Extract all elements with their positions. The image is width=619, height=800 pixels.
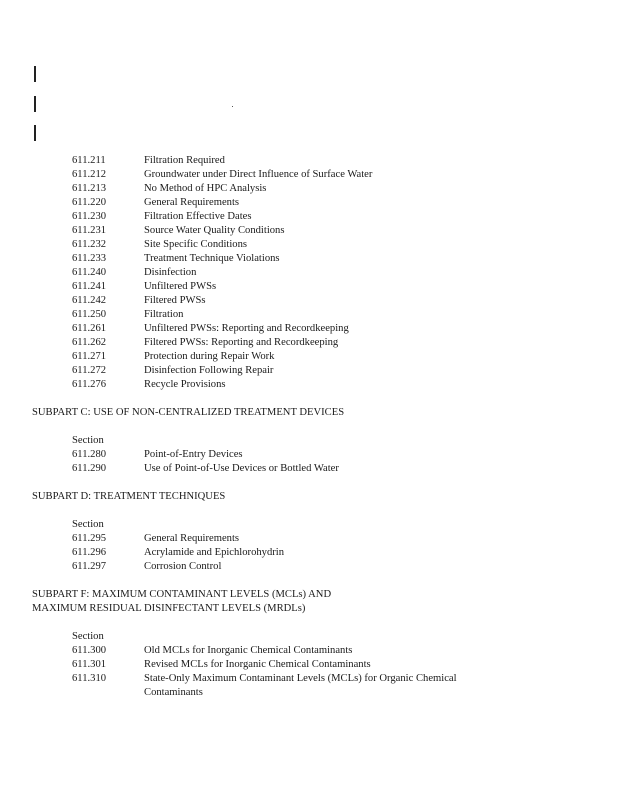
toc-entry xyxy=(72,378,572,392)
section-number: 611.231 xyxy=(72,225,107,236)
section-number: 611.212 xyxy=(72,169,107,180)
section-title: State-Only Maximum Contaminant Levels (MCLs) for Organic Chemical xyxy=(144,673,457,684)
section-label: Section xyxy=(72,435,104,446)
section-title: Filtration Required xyxy=(144,155,225,166)
toc-entry xyxy=(72,308,572,322)
section-number: 611.232 xyxy=(72,239,107,250)
subpart-f-heading-line2: MAXIMUM RESIDUAL DISINFECTANT LEVELS (MRDLs) xyxy=(32,603,306,614)
section-number: 611.310 xyxy=(72,673,107,684)
section-title: Filtered PWSs: Reporting and Recordkeeping xyxy=(144,337,339,348)
section-label: Section xyxy=(72,631,104,642)
toc-entry xyxy=(72,154,572,168)
section-title: Protection during Repair Work xyxy=(144,351,275,362)
section-title: Unfiltered PWSs xyxy=(144,281,217,292)
section-title: Treatment Technique Violations xyxy=(144,253,280,264)
toc-entry xyxy=(72,224,572,238)
subpart-f-list xyxy=(72,644,572,686)
section-title: Site Specific Conditions xyxy=(144,239,247,250)
entry-title-continuation: Contaminants xyxy=(144,687,203,698)
toc-entry xyxy=(72,672,572,686)
subpart-d-heading: SUBPART D: TREATMENT TECHNIQUES xyxy=(32,491,226,502)
margin-change-bar-3 xyxy=(34,125,36,141)
section-number: 611.240 xyxy=(72,267,107,278)
section-number: 611.272 xyxy=(72,365,107,376)
section-number: 611.213 xyxy=(72,183,107,194)
section-number: 611.301 xyxy=(72,659,107,670)
section-title: Revised MCLs for Inorganic Chemical Contaminants xyxy=(144,659,371,670)
section-title: Groundwater under Direct Influence of Surface Water xyxy=(144,169,373,180)
toc-entry xyxy=(72,210,572,224)
subpart-f-heading-line1: SUBPART F: MAXIMUM CONTAMINANT LEVELS (MCLs) AND xyxy=(32,589,332,600)
toc-entry xyxy=(72,266,572,280)
section-title: No Method of HPC Analysis xyxy=(144,183,267,194)
toc-entry xyxy=(72,252,572,266)
section-number: 611.242 xyxy=(72,295,107,306)
section-number: 611.276 xyxy=(72,379,107,390)
toc-entry xyxy=(72,462,572,476)
toc-entry xyxy=(72,448,572,462)
section-number: 611.271 xyxy=(72,351,107,362)
margin-change-bar-2 xyxy=(34,96,36,112)
section-title: Source Water Quality Conditions xyxy=(144,225,285,236)
section-number: 611.261 xyxy=(72,323,107,334)
table-of-contents xyxy=(32,154,572,700)
subpart-c-list xyxy=(72,448,572,476)
section-number: 611.250 xyxy=(72,309,107,320)
section-title: Old MCLs for Inorganic Chemical Contaminants xyxy=(144,645,353,656)
section-label: Section xyxy=(72,519,104,530)
toc-entry xyxy=(72,560,572,574)
section-title: Unfiltered PWSs: Reporting and Recordkeeping xyxy=(144,323,349,334)
section-title: Corrosion Control xyxy=(144,561,222,572)
section-title: Filtration Effective Dates xyxy=(144,211,252,222)
toc-entry xyxy=(72,364,572,378)
toc-entry xyxy=(72,294,572,308)
toc-entry xyxy=(72,546,572,560)
section-number: 611.300 xyxy=(72,645,107,656)
section-number: 611.280 xyxy=(72,449,107,460)
toc-entry xyxy=(72,168,572,182)
subpart-d-list xyxy=(72,532,572,574)
section-title: Point-of-Entry Devices xyxy=(144,449,243,460)
section-title: Disinfection Following Repair xyxy=(144,365,274,376)
toc-entry xyxy=(72,350,572,364)
section-title: Recycle Provisions xyxy=(144,379,226,390)
section-number: 611.290 xyxy=(72,463,107,474)
section-number: 611.241 xyxy=(72,281,107,292)
scan-speck xyxy=(232,106,233,107)
section-number: 611.211 xyxy=(72,155,106,166)
toc-entry xyxy=(72,658,572,672)
section-title: Disinfection xyxy=(144,267,197,278)
toc-entry xyxy=(72,336,572,350)
section-title: Use of Point-of-Use Devices or Bottled Water xyxy=(144,463,339,474)
section-number: 611.220 xyxy=(72,197,107,208)
toc-entry xyxy=(72,532,572,546)
section-title: Acrylamide and Epichlorohydrin xyxy=(144,547,285,558)
section-title: Filtration xyxy=(144,309,184,320)
section-number: 611.295 xyxy=(72,533,107,544)
section-number: 611.296 xyxy=(72,547,107,558)
section-number: 611.233 xyxy=(72,253,107,264)
section-title: Filtered PWSs xyxy=(144,295,206,306)
section-title: General Requirements xyxy=(144,533,240,544)
section-number: 611.297 xyxy=(72,561,107,572)
subpart-c-heading: SUBPART C: USE OF NON-CENTRALIZED TREATMENT DEVICES xyxy=(32,407,345,418)
toc-entry xyxy=(72,322,572,336)
section-title: General Requirements xyxy=(144,197,240,208)
toc-entry xyxy=(72,238,572,252)
section-number: 611.230 xyxy=(72,211,107,222)
toc-entry xyxy=(72,280,572,294)
subpart-b-list xyxy=(72,154,572,392)
toc-entry xyxy=(72,182,572,196)
toc-entry xyxy=(72,644,572,658)
toc-entry xyxy=(72,196,572,210)
margin-change-bar-1 xyxy=(34,66,36,82)
section-number: 611.262 xyxy=(72,337,107,348)
